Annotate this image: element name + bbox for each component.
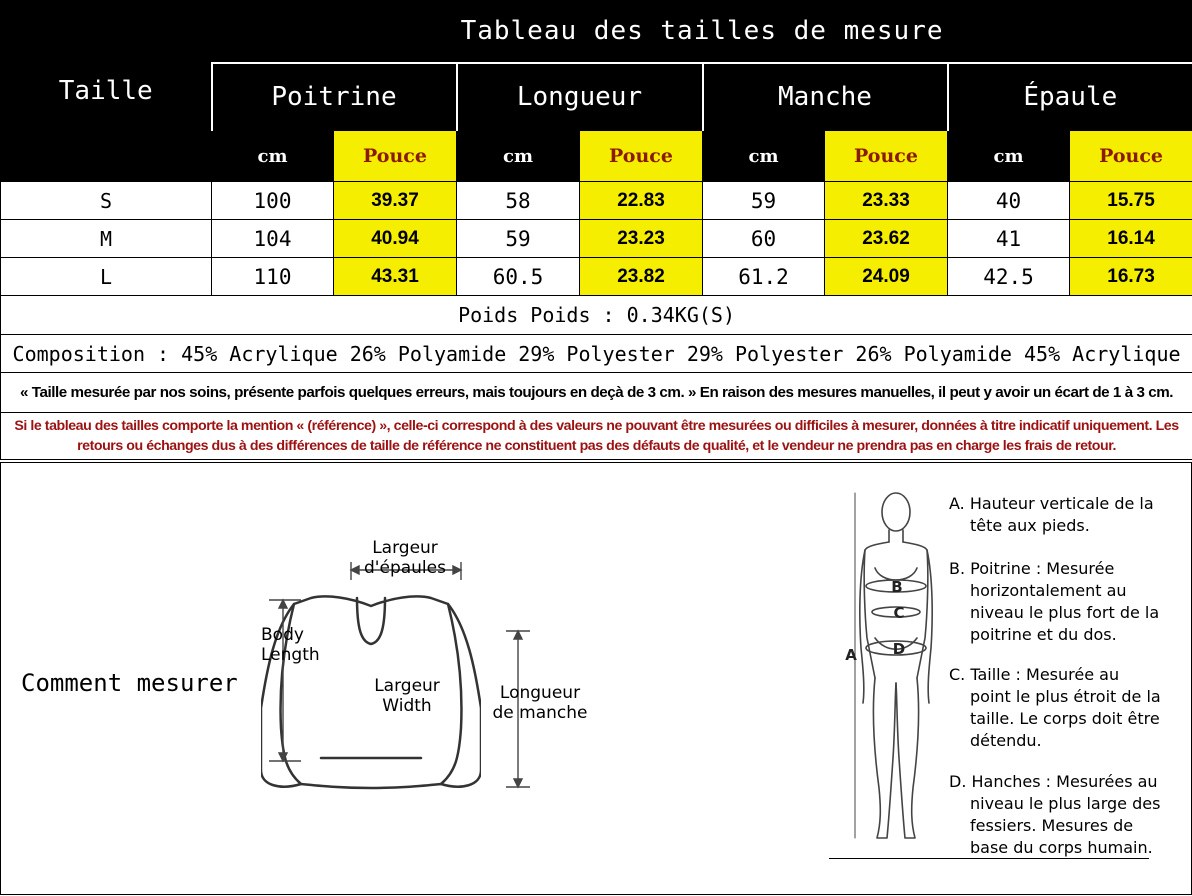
table-row (1, 182, 1192, 220)
body-head (882, 493, 910, 531)
cell-cm: 59 (703, 182, 825, 220)
unit-cm-header: cm (948, 131, 1070, 182)
cell-inch: 40.94 (334, 220, 457, 258)
cell-cm: 100 (212, 182, 334, 220)
how-to-measure-title: Comment mesurer (21, 669, 238, 697)
how-to-measure-section (0, 462, 1192, 895)
cell-cm: 60 (703, 220, 825, 258)
size-label: M (1, 220, 212, 258)
width-label: Largeur Width (374, 676, 440, 716)
cell-cm: 58 (457, 182, 580, 220)
composition-row: Composition : 45% Acrylique 26% Polyamide 29% Polyester 29% Polyester 26% Polyamide 45% Acrylique (1, 335, 1192, 373)
body-leg-left (873, 678, 896, 838)
size-label: S (1, 182, 212, 220)
size-header: Taille (1, 1, 212, 182)
shoulder-width-label: Largeur d'épaules (364, 538, 446, 578)
cell-inch: 39.37 (334, 182, 457, 220)
cell-inch: 23.33 (825, 182, 948, 220)
letter-b: B (891, 578, 903, 596)
unit-cm-header: cm (212, 131, 334, 182)
size-label: L (1, 258, 212, 296)
cell-cm: 110 (212, 258, 334, 296)
cell-cm: 61.2 (703, 258, 825, 296)
cell-inch: 23.82 (580, 258, 703, 296)
cell-inch: 43.31 (334, 258, 457, 296)
measure-header-shoulder: Épaule (948, 63, 1192, 131)
unit-inch-header: Pouce (580, 131, 703, 182)
legend-b: B. Poitrine : Mesurée horizontalement au niveau le plus fort de la poitrine et du dos. (949, 559, 1160, 644)
cell-cm: 42.5 (948, 258, 1070, 296)
cell-inch: 16.14 (1070, 220, 1192, 258)
cell-inch: 22.83 (580, 182, 703, 220)
table-row (1, 258, 1192, 296)
cell-inch: 15.75 (1070, 182, 1192, 220)
letter-d: D (892, 640, 906, 658)
cell-cm: 59 (457, 220, 580, 258)
cell-inch: 24.09 (825, 258, 948, 296)
cell-inch: 23.62 (825, 220, 948, 258)
unit-inch-header: Pouce (1070, 131, 1192, 182)
cell-cm: 40 (948, 182, 1070, 220)
table-row (1, 220, 1192, 258)
letter-c: C (893, 604, 905, 622)
measure-header-length: Longueur (457, 63, 703, 131)
legend-d: D. Hanches : Mesurées au niveau le plus large des fessiers. Mesures de base du corps humain. (949, 772, 1161, 857)
cell-cm: 41 (948, 220, 1070, 258)
cell-cm: 104 (212, 220, 334, 258)
unit-cm-header: cm (457, 131, 580, 182)
body-length-label: Body Length (261, 625, 320, 665)
cell-cm: 60.5 (457, 258, 580, 296)
cell-inch: 23.23 (580, 220, 703, 258)
cell-inch: 16.73 (1070, 258, 1192, 296)
unit-inch-header: Pouce (334, 131, 457, 182)
body-diagram (841, 488, 951, 848)
measure-header-chest: Poitrine (212, 63, 457, 131)
unit-cm-header: cm (703, 131, 825, 182)
sleeve-length-label: Longueur de manche (492, 683, 588, 723)
legend-c: C. Taille : Mesurée au point le plus étroit de la taille. Le corps doit être détendu. (949, 665, 1161, 750)
reference-note: Si le tableau des tailles comporte la mention « (référence) », celle-ci correspond à des valeurs ne pouvant être mesurées ou difficiles à mesurer, données à titre indicatif uniquement. Les retours ou échanges dus à des différences de taille de référence ne constituent pas des défauts de qualité, et le vendeur ne prendra pas en charge les frais de retour. (1, 413, 1192, 460)
weight-row: Poids Poids : 0.34KG(S) (1, 296, 1192, 335)
body-leg-right (896, 678, 919, 838)
legend-a: A. Hauteur verticale de la tête aux pieds. (949, 494, 1154, 535)
letter-a: A (845, 646, 857, 664)
unit-inch-header: Pouce (825, 131, 948, 182)
chart-title: Tableau des tailles de mesure (212, 1, 1192, 63)
measurement-note: « Taille mesurée par nos soins, présente parfois quelques erreurs, mais toujours en deçà de 3 cm. » En raison des mesures manuelles, il peut y avoir un écart de 1 à 3 cm. (1, 373, 1192, 413)
measure-header-sleeve: Manche (703, 63, 948, 131)
